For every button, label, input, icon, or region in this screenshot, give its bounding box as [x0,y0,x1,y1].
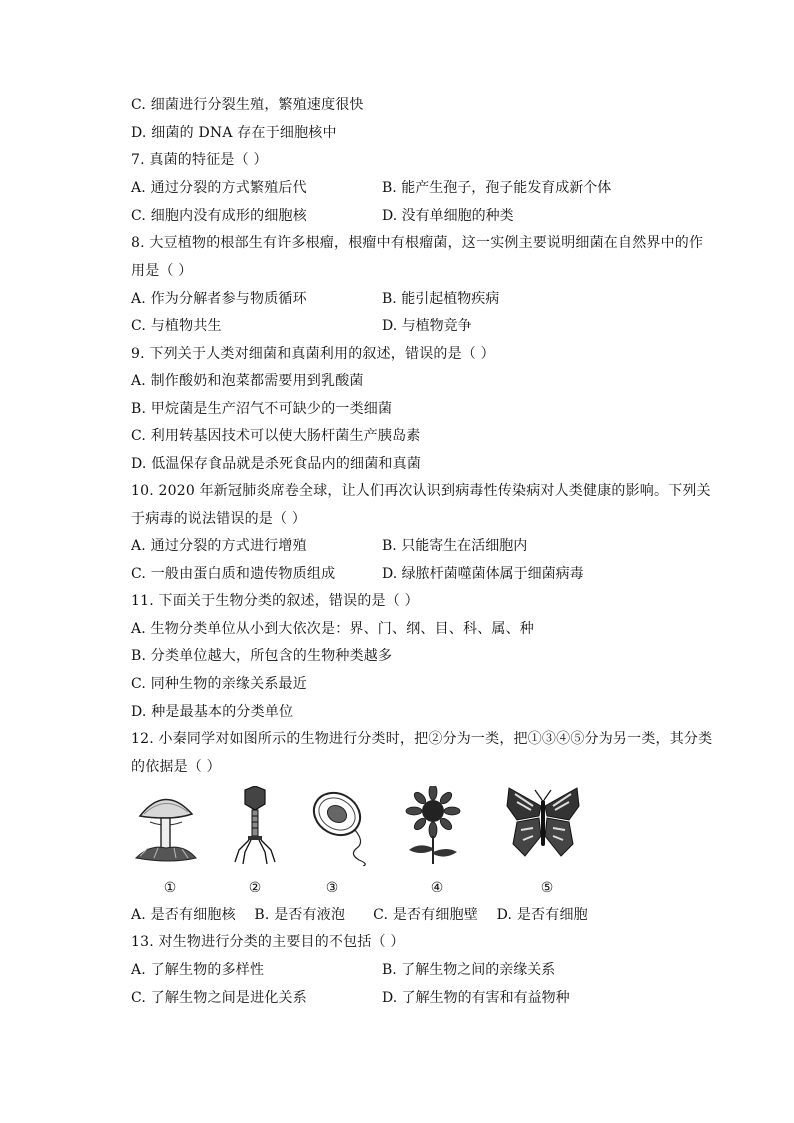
q8-option-d: D. 与植物竞争 [382,318,472,334]
q8-option-a: A. 作为分解者参与物质循环 [131,291,307,307]
butterfly-icon [503,786,583,866]
q13-option-c: C. 了解生物之间是进化关系 [131,990,307,1006]
q10-option-c: C. 一般由蛋白质和遗传物质组成 [131,566,336,582]
figure-label-4: ④ [430,880,444,896]
q7-stem: 7. 真菌的特征是（ ） [131,152,268,168]
q8-stem: 8. 大豆植物的根部生有许多根瘤，根瘤中有根瘤菌，这一实例主要说明细菌在自然界中的作 [131,235,704,251]
figure-label-5: ⑤ [540,880,554,896]
q13-option-b: B. 了解生物之间的亲缘关系 [382,962,556,978]
mushroom-icon [130,786,210,866]
q13-stem: 13. 对生物进行分类的主要目的不包括（ ） [131,934,405,950]
q6-option-d: D. 细菌的 DNA 存在于细胞核中 [131,125,337,141]
q13-option-d: D. 了解生物的有害和有益物种 [382,990,570,1006]
q12-figures [125,786,595,896]
q12-options: A. 是否有细胞核 B. 是否有液泡 C. 是否有细胞壁 D. 是否有细胞 [131,907,588,923]
q7-option-c: C. 细胞内没有成形的细胞核 [131,208,307,224]
q9-option-a: A. 制作酸奶和泡菜都需要用到乳酸菌 [131,373,364,389]
q11-option-d: D. 种是最基本的分类单位 [131,704,294,720]
q10-option-b: B. 只能寄生在活细胞内 [382,538,528,554]
q9-option-c: C. 利用转基因技术可以使大肠杆菌生产胰岛素 [131,428,421,444]
q12-stem-cont: 的依据是（ ） [131,759,221,775]
q10-option-a: A. 通过分裂的方式进行增殖 [131,538,307,554]
q11-option-c: C. 同种生物的亲缘关系最近 [131,676,307,692]
figure-label-2: ② [248,880,262,896]
q9-option-d: D. 低温保存食品就是杀死食品内的细菌和真菌 [131,456,422,472]
q6-option-c: C. 细菌进行分裂生殖，繁殖速度很快 [131,97,364,113]
q8-option-c: C. 与植物共生 [131,318,222,334]
bacterium-icon [303,786,383,866]
figure-label-3: ③ [325,880,339,896]
q11-option-a: A. 生物分类单位从小到大依次是：界、门、纲、目、科、属、种 [131,621,535,637]
figure-label-1: ① [163,880,177,896]
q9-option-b: B. 甲烷菌是生产沼气不可缺少的一类细菌 [131,401,393,417]
q11-option-b: B. 分类单位越大，所包含的生物种类越多 [131,648,393,664]
q13-option-a: A. 了解生物的多样性 [131,962,265,978]
q9-stem: 9. 下列关于人类对细菌和真菌利用的叙述，错误的是（ ） [131,346,495,362]
q8-option-b: B. 能引起植物疾病 [382,291,500,307]
q12-stem: 12. 小秦同学对如图所示的生物进行分类时，把②分为一类，把①③④⑤分为另一类，其分类 [131,731,713,747]
q10-option-d: D. 绿脓杆菌噬菌体属于细菌病毒 [382,566,584,582]
q7-option-d: D. 没有单细胞的种类 [382,208,514,224]
q8-stem-cont: 用是（ ） [131,263,193,279]
q7-option-a: A. 通过分裂的方式繁殖后代 [131,180,307,196]
sunflower-icon [395,786,475,866]
q11-stem: 11. 下面关于生物分类的叙述，错误的是（ ） [131,593,419,609]
q7-option-b: B. 能产生孢子，孢子能发育成新个体 [382,180,612,196]
bacteriophage-icon [215,786,295,866]
q10-stem: 10. 2020 年新冠肺炎席卷全球，让人们再次认识到病毒性传染病对人类健康的影响。下列关 [131,483,711,499]
q10-stem-cont: 于病毒的说法错误的是（ ） [131,511,307,527]
